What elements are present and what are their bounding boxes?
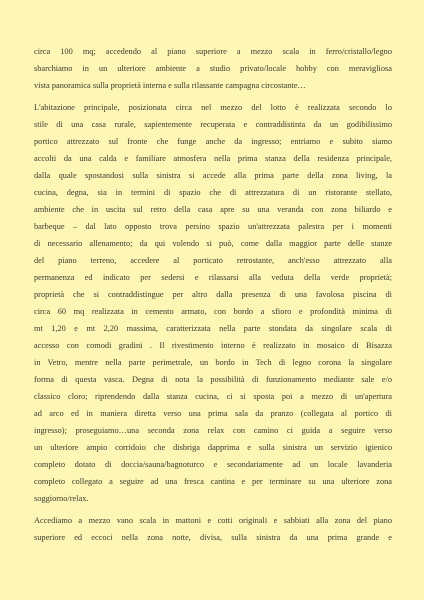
text-line: vista panoramica sulla proprietà interna e sulla rilassante campagna circostante…: [34, 81, 306, 90]
text-line: permanenza ed indicato per sedersi e rilassarsi alla veduta della verde proprietà;: [34, 273, 392, 282]
document-body: [34, 43, 392, 546]
text-line: dalla quale spostandosi sulla sinistra si accede alla prima parte della zona living, la: [34, 171, 392, 180]
text-line: di necessario allenamento; da qui volendo si può, come dalla maggior parte delle stanze: [34, 239, 392, 248]
text-line: accesso con comodi gradini . Il rivestimento interno è realizzato in mosaico di Bisazza: [34, 341, 392, 350]
text-line: barbeque – dal lato opposto trova persino spazio un'attrezzata palestra per i momenti: [34, 222, 392, 231]
text-line: L'abitazione principale, posizionata circa nel mezzo del lotto è realizzata secondo lo: [34, 103, 392, 112]
text-line: superiore ed eccoci nella zona notte, divisa, sulla sinistra da una prima grande e: [34, 533, 392, 542]
text-line: completo collegato a seguire ad una fresca cantina e per terminare su una ulteriore zona: [34, 477, 392, 486]
text-line: circa 100 mq; accedendo al piano superiore a mezzo scala in ferro/cristallo/legno: [34, 47, 392, 56]
text-line: stile di una casa rurale, sapientemente recuperata e contraddistinta da un godibilissimo: [34, 120, 392, 129]
text-line: forma di questa vasca. Degna di nota la possibilità di funzionamento mediante sale e/o: [34, 375, 392, 384]
text-line: classico cloro; riprendendo dalla stanza cucina, ci si sposta poi a mezzo di un'apertura: [34, 392, 392, 401]
text-line: completo dotato di doccia/sauna/bagnoturco e secondariamente ad un locale lavanderia: [34, 460, 392, 469]
text-line: accolti da una calda e familiare atmosfera nella prima stanza della residenza principale,: [34, 154, 392, 163]
text-line: un ulteriore ampio corridoio che disbriga dapprima e sulla sinistra un servizio igienico: [34, 443, 392, 452]
text-line: del piano terreno, accedere al porticato retrostante, anch'esso attrezzato alla: [34, 256, 392, 265]
text-line: Accediamo a mezzo vano scala in mattoni e cotti originali e sabbiati alla zona del piano: [34, 516, 392, 525]
text-line: portico attrezzato sul fronte che funge anche da ingresso; entriamo e subito siamo: [34, 137, 392, 146]
paragraph-1: [34, 43, 392, 94]
paragraph-2: [34, 99, 392, 507]
text-line: ingresso); proseguiamo…una seconda zona relax con camino ci guida a seguire verso: [34, 426, 392, 435]
text-line: proprietà che si contraddistingue per altro dalla presenza di una favolosa piscina di: [34, 290, 392, 299]
text-line: in Vetro, mentre nella parte perimetrale, un bordo in Tech di legno corona la singolare: [34, 358, 392, 367]
text-line: ad arco ed in maniera diretta verso una prima sala da pranzo (collegata al portico di: [34, 409, 392, 418]
text-line: ambiente che in uscita sul retro della casa apre su una veranda con zona biliardo e: [34, 205, 392, 214]
text-line: soggiorno/relax.: [34, 494, 89, 503]
text-line: cucina, degna, sia in termini di spazio che di attrezzatura di un ristorante stellato,: [34, 188, 392, 197]
paragraph-3: [34, 512, 392, 546]
text-line: sbarchiamo in un ulteriore ambiente a studio privato/locale hobby con meravigliosa: [34, 64, 392, 73]
text-line: circa 60 mq realizzata in cemento armato, con bordo a sfioro e profondità minima di: [34, 307, 392, 316]
text-line: mt 1,20 e mt 2,20 massima, caratterizzata nella parte stondata da singolare scala di: [34, 324, 392, 333]
